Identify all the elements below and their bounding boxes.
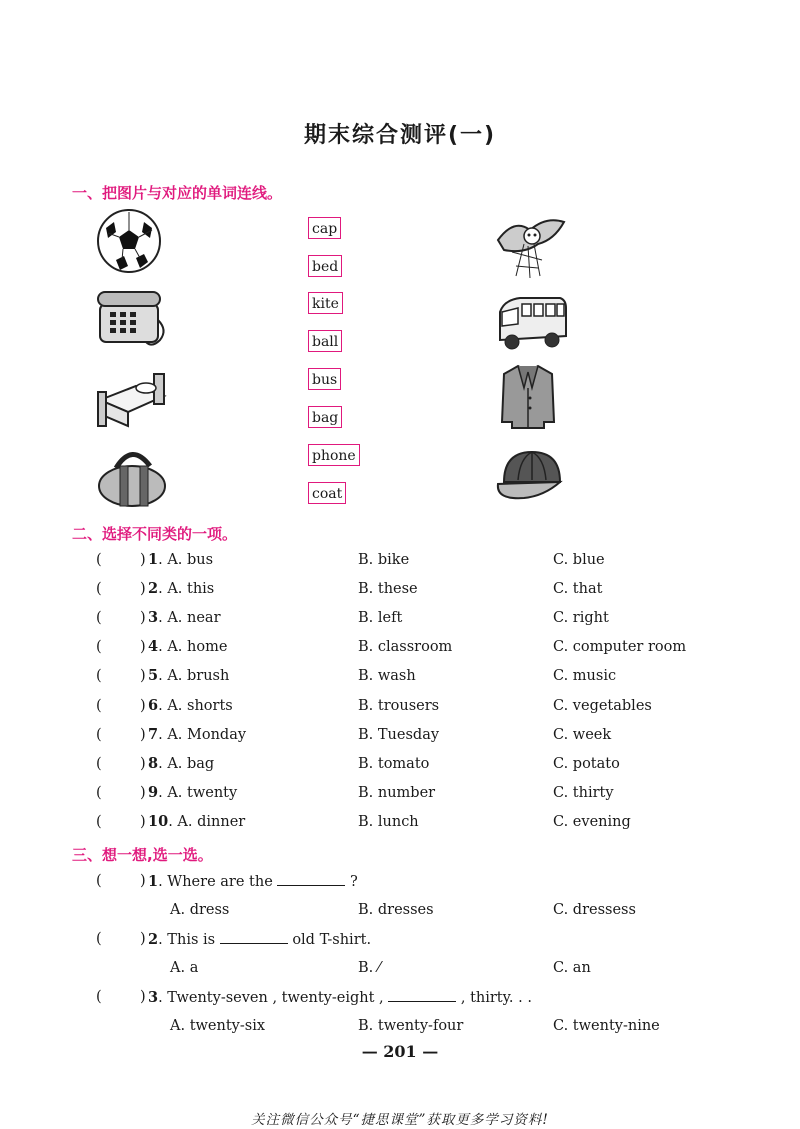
question-number: 9. A. twenty [148, 784, 238, 801]
answer-paren-open[interactable]: ( [96, 668, 102, 684]
answer-paren-open[interactable]: ( [96, 785, 102, 801]
section3-heading: 三、想一想,选一选。 [72, 846, 213, 864]
question-number: 2. A. this [148, 580, 215, 597]
answer-paren-open[interactable]: ( [96, 727, 102, 743]
option-b: B. trousers [358, 698, 440, 714]
option-b: B. number [358, 785, 436, 801]
option-a: A. twenty-six [170, 1018, 266, 1034]
option-b: B. bike [358, 552, 410, 568]
question-row [96, 871, 736, 891]
option-c: C. vegetables [553, 698, 652, 714]
options-row [96, 900, 736, 920]
word-box-bed[interactable]: bed [308, 255, 342, 277]
answer-paren-close: ) [140, 639, 146, 655]
option-c: C. week [553, 727, 612, 743]
answer-paren-close: ) [140, 989, 146, 1005]
question-row [96, 929, 736, 949]
word-box-bus[interactable]: bus [308, 368, 341, 390]
answer-paren-open[interactable]: ( [96, 639, 102, 655]
cap-picture [494, 446, 568, 506]
option-c: C. evening [553, 814, 631, 830]
question-row [96, 725, 736, 745]
page-title: 期末综合测评(一) [303, 123, 497, 148]
option-c: C. computer room [553, 639, 687, 655]
question-row [96, 550, 736, 570]
question-text: 3. Twenty-seven , twenty-eight , , thirty. . . [148, 989, 532, 1006]
question-number: 6. A. shorts [148, 697, 233, 714]
question-row [96, 696, 736, 716]
page-number: — 201 — [361, 1042, 439, 1061]
answer-paren-close: ) [140, 552, 146, 568]
answer-paren-close: ) [140, 610, 146, 626]
option-c: C. music [553, 668, 617, 684]
answer-blank[interactable] [277, 871, 345, 886]
option-c: C. blue [553, 552, 605, 568]
option-b: B. wash [358, 668, 416, 684]
question-number: 3. A. near [148, 609, 221, 626]
footer-note: 关注微信公众号“捷思课堂”获取更多学习资料! [251, 1112, 549, 1128]
answer-paren-open[interactable]: ( [96, 814, 102, 830]
option-c: C. right [553, 610, 609, 626]
question-text: 1. Where are the ? [148, 873, 358, 890]
answer-paren-close: ) [140, 581, 146, 597]
option-c: C. potato [553, 756, 620, 772]
answer-paren-close: ) [140, 668, 146, 684]
question-row [96, 637, 736, 657]
word-box-kite[interactable]: kite [308, 292, 343, 314]
question-number: 5. A. brush [148, 667, 230, 684]
question-row [96, 783, 736, 803]
answer-paren-close: ) [140, 873, 146, 889]
option-b: B. tomato [358, 756, 430, 772]
question-row [96, 812, 736, 832]
answer-paren-close: ) [140, 785, 146, 801]
answer-paren-open[interactable]: ( [96, 610, 102, 626]
word-box-phone[interactable]: phone [308, 444, 360, 466]
option-c: C. dressess [553, 902, 636, 918]
question-number: 1. A. bus [148, 551, 214, 568]
option-a: A. a [170, 960, 199, 976]
answer-paren-close: ) [140, 698, 146, 714]
option-a: A. dress [170, 902, 230, 918]
answer-blank[interactable] [220, 929, 288, 944]
answer-blank[interactable] [388, 987, 456, 1002]
question-number: 7. A. Monday [148, 726, 247, 743]
question-row [96, 579, 736, 599]
answer-paren-close: ) [140, 756, 146, 772]
question-number: 4. A. home [148, 638, 228, 655]
option-b: B. these [358, 581, 418, 597]
option-b: B. ⁄ [358, 960, 381, 976]
question-row [96, 754, 736, 774]
option-b: B. twenty-four [358, 1018, 464, 1034]
answer-paren-open[interactable]: ( [96, 698, 102, 714]
option-b: B. dresses [358, 902, 434, 918]
word-box-ball[interactable]: ball [308, 330, 342, 352]
word-box-bag[interactable]: bag [308, 406, 342, 428]
coat-picture [500, 362, 556, 432]
question-row [96, 608, 736, 628]
answer-paren-open[interactable]: ( [96, 931, 102, 947]
answer-paren-close: ) [140, 727, 146, 743]
question-row [96, 666, 736, 686]
word-box-cap[interactable]: cap [308, 217, 341, 239]
option-b: B. classroom [358, 639, 453, 655]
option-c: C. an [553, 960, 591, 976]
bed-picture [96, 366, 168, 430]
section2-heading: 二、选择不同类的一项。 [72, 525, 238, 543]
options-row [96, 958, 736, 978]
options-row [96, 1016, 736, 1036]
option-b: B. Tuesday [358, 727, 440, 743]
bag-picture [96, 444, 170, 510]
section1-heading: 一、把图片与对应的单词连线。 [72, 184, 283, 202]
option-c: C. that [553, 581, 603, 597]
question-number: 10. A. dinner [148, 813, 246, 830]
option-b: B. left [358, 610, 403, 626]
bus-picture [494, 294, 568, 352]
phone-picture [96, 290, 170, 352]
answer-paren-close: ) [140, 814, 146, 830]
ball-picture [96, 208, 162, 274]
answer-paren-open[interactable]: ( [96, 989, 102, 1005]
kite-picture [494, 210, 568, 280]
option-b: B. lunch [358, 814, 419, 830]
answer-paren-close: ) [140, 931, 146, 947]
word-box-coat[interactable]: coat [308, 482, 346, 504]
option-c: C. thirty [553, 785, 614, 801]
answer-paren-open[interactable]: ( [96, 756, 102, 772]
question-row [96, 987, 736, 1007]
option-c: C. twenty-nine [553, 1018, 660, 1034]
question-number: 8. A. bag [148, 755, 215, 772]
answer-paren-open[interactable]: ( [96, 873, 102, 889]
answer-paren-open[interactable]: ( [96, 581, 102, 597]
question-text: 2. This is old T-shirt. [148, 931, 372, 948]
answer-paren-open[interactable]: ( [96, 552, 102, 568]
